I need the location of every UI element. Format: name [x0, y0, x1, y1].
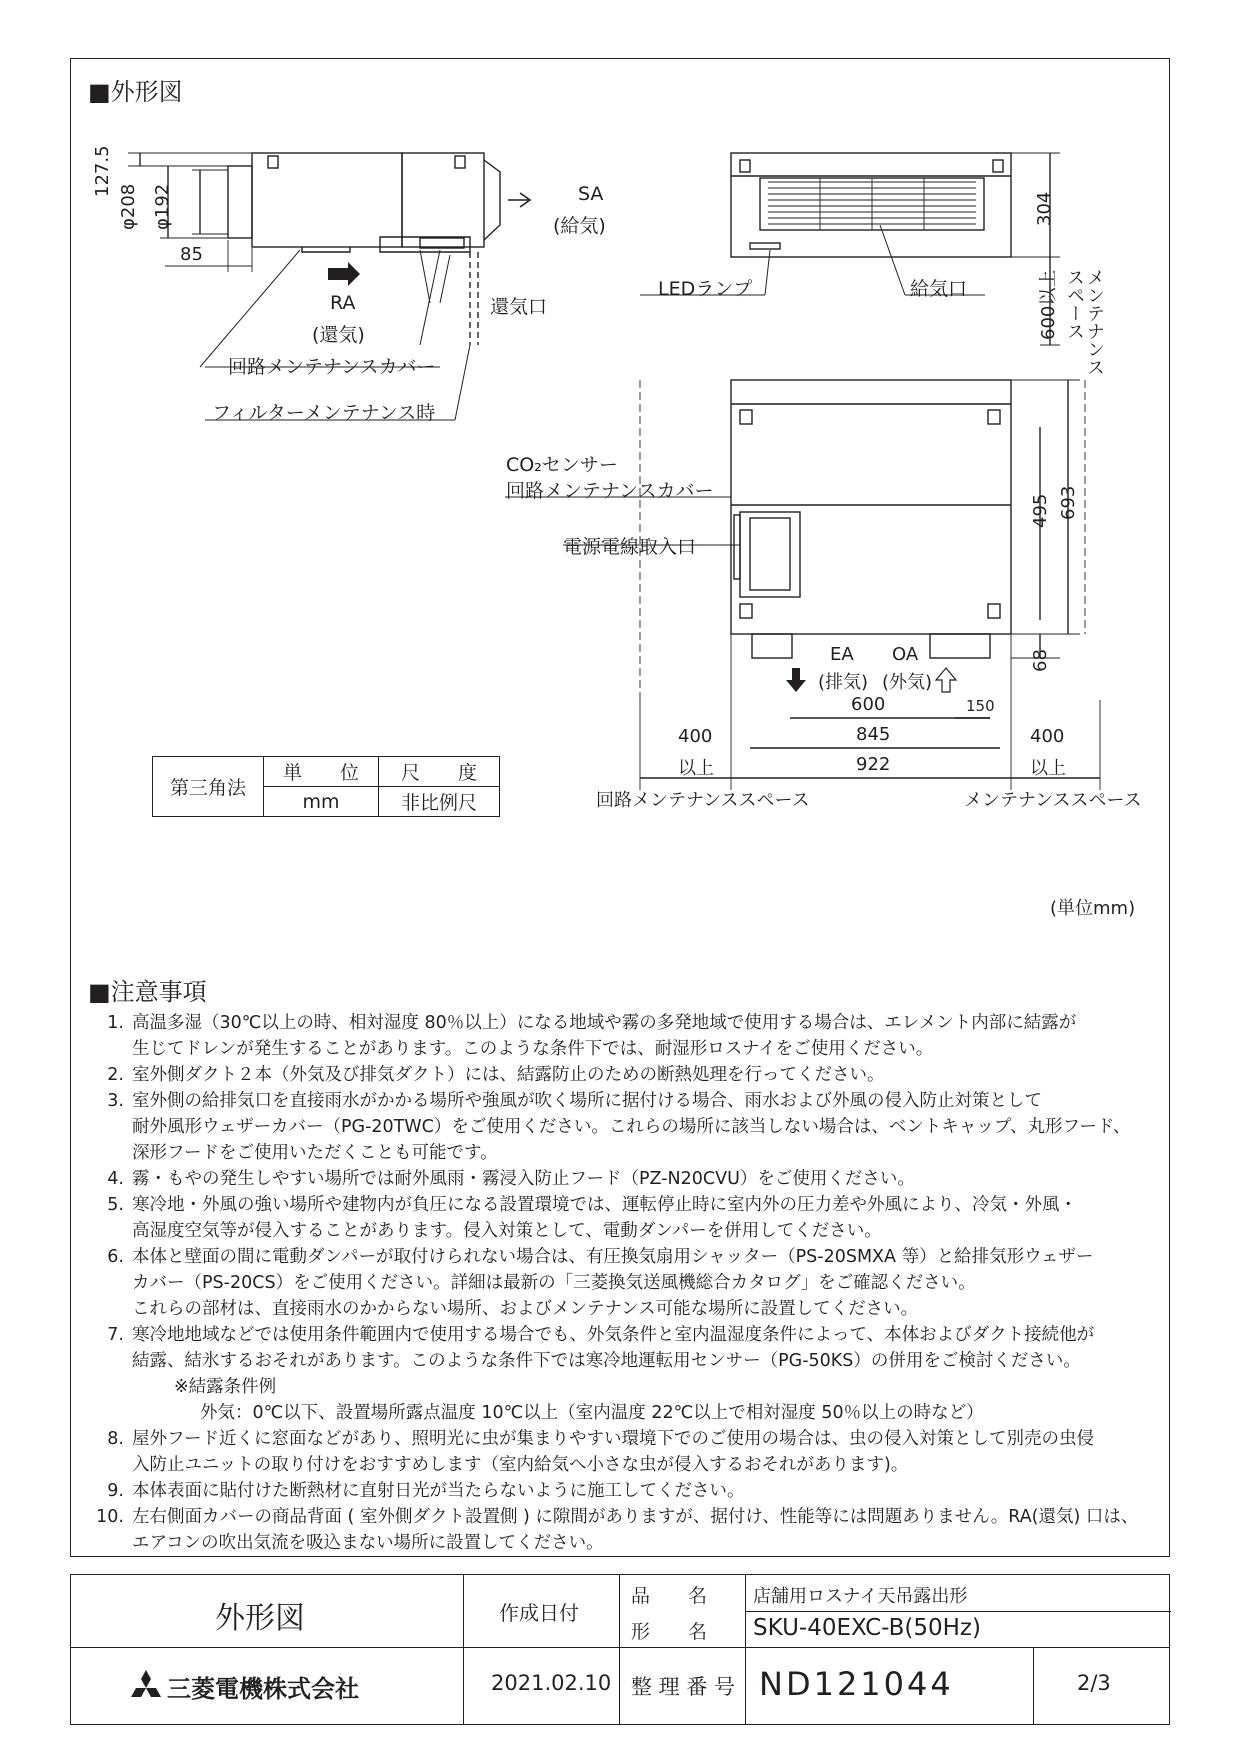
- label-maint-space: メンテナンススペース: [964, 790, 1142, 811]
- note-item: 7. 寒冷地地域などでは使用条件範囲内で使用する場合でも、外気条件と室内温湿度条件によって、本体およびダクト接続他が 結露、結氷するおそれがあります。このような条件下では寒冷地運転用センサー（PG-50KS）の併用をご検討ください。: [107, 1325, 1095, 1371]
- unit-label: 単 位: [264, 757, 379, 787]
- unit-value: mm: [264, 787, 379, 817]
- label-co2-sensor: CO₂センサー: [506, 454, 618, 476]
- dim-400-right: 400: [1030, 726, 1065, 747]
- label-circuit-space: 回路メンテナンススペース: [596, 790, 810, 811]
- front-view: [640, 153, 1060, 345]
- page-number: 2/3: [1077, 1671, 1111, 1695]
- model-number: SKU-40EXC-B(50Hz): [753, 1615, 981, 1641]
- dim-400-left: 400: [678, 726, 713, 747]
- label-ea-sub: (排気): [818, 672, 869, 693]
- note-item: 5. 寒冷地・外風の強い場所や建物内が負圧になる設置環境では、運転停止時に室内外の圧力差や外風により、冷気・外風・ 高湿度空気等が侵入することがあります。侵入対策として、電動ダンパーを併用してください。: [107, 1195, 1077, 1241]
- dim-304: 304: [1034, 191, 1055, 226]
- unit-note: (単位mm): [1050, 898, 1136, 919]
- dim-phi-192: φ192: [152, 183, 173, 230]
- condensation-example-title: ※結露条件例: [174, 1377, 277, 1397]
- note-item: 6. 本体と壁面の間に電動ダンパーが取付けられない場合は、有圧換気扇用シャッター（PS-20SMXA 等）と給排気形ウェザー カバー（PS-20CS）をご使用ください。詳細は最新の「三菱換気送風機総合カタログ」をご確認ください。 これらの部材は、直接雨水のかからない場所、およびメンテナンス可能な場所に設置してください。: [107, 1247, 1094, 1319]
- dim-68: 68: [1030, 649, 1051, 672]
- note-item: 8. 屋外フード近くに窓面などがあり、照明光に虫が集まりやすい環境下でのご使用の場合は、虫の侵入対策として別売の虫侵 入防止ユニットの取り付けをおすすめします（室内給気へ小さな虫が侵入するおそれがあります)。: [107, 1429, 1094, 1475]
- drawing-title: 外形図: [215, 1601, 305, 1636]
- label-sa: SA: [578, 183, 604, 205]
- note-item: 4. 霧・もやの発生しやすい場所では耐外風雨・霧浸入防止フード（PZ-N20CVU）をご使用ください。: [107, 1169, 915, 1189]
- note-item: 10. 左右側面カバーの商品背面 ( 室外側ダクト設置側 ) に隙間がありますが、据付け、性能等には問題ありません。RA(還気) 口は、 エアコンの吹出気流を吸込まない場所に設置してください。: [96, 1507, 1139, 1553]
- dim-600-up: 600以上: [1038, 269, 1059, 340]
- dim-150: 150: [966, 697, 995, 715]
- label-circuit-cover: 回路メンテナンスカバー: [228, 356, 436, 378]
- note-item: 2. 室外側ダクト２本（外気及び排気ダクト）には、結露防止のための断熱処理を行ってください。: [107, 1065, 885, 1085]
- company-name: 三菱電機株式会社: [167, 1675, 359, 1703]
- projection-method: 第三角法: [153, 757, 264, 817]
- label-sa-sub: (給気): [553, 215, 606, 237]
- scale-label: 尺 度: [379, 757, 500, 787]
- dim-phi-208: φ208: [118, 183, 139, 230]
- label-power-inlet: 電源電線取入口: [563, 536, 697, 558]
- label-ra: RA: [330, 292, 356, 314]
- label-ea: EA: [830, 644, 854, 665]
- label-filter-maint: フィルターメンテナンス時: [212, 402, 436, 424]
- top-view: [505, 380, 1100, 790]
- notes-list: [82, 1010, 1172, 1556]
- dim-127-5: 127.5: [92, 145, 113, 197]
- dim-85: 85: [180, 244, 203, 265]
- created-label: 作成日付: [499, 1601, 579, 1625]
- dim-600: 600: [851, 694, 886, 715]
- condensation-example-text: 外気：0℃以下、設置場所露点温度 10℃以上（室内温度 22℃以上で相対湿度 50％以上の時など）: [200, 1403, 984, 1423]
- scale-box: [152, 756, 500, 817]
- note-item: 1. 高温多湿（30℃以上の時、相対湿度 80％以上）になる地域や霧の多発地域で使用する場合は、エレメント内部に結露が 生じてドレンが発生することがあります。このような条件下では、耐湿形ロスナイをご使用ください。: [107, 1013, 1077, 1059]
- mitsubishi-logo-icon: [131, 1669, 161, 1699]
- product-name: 店舗用ロスナイ天吊露出形: [753, 1586, 968, 1607]
- label-supply-port: 給気口: [910, 278, 968, 300]
- dim-400-left-sub: 以上: [678, 758, 714, 779]
- dim-845: 845: [856, 724, 891, 745]
- product-label: 品 名: [631, 1585, 708, 1607]
- label-co2-cover: 回路メンテナンスカバー: [506, 480, 714, 502]
- dim-922: 922: [856, 754, 891, 775]
- model-label: 形 名: [631, 1621, 708, 1643]
- scale-value: 非比例尺: [379, 787, 500, 817]
- note-item: 3. 室外側の給排気口を直接雨水がかかる場所や強風が吹く場所に据付ける場合、雨水および外風の侵入防止対策として 耐外風形ウェザーカバー（PG-20TWC）をご使用ください。これらの場所に該当しない場合は、ベントキャップ、丸形フード、 深形フードをご使用いただくことも可能です。: [107, 1091, 1131, 1163]
- label-led-lamp: LEDランプ: [658, 278, 753, 300]
- side-view: [128, 153, 530, 420]
- label-oa: OA: [892, 644, 919, 665]
- label-ra-sub: (還気): [312, 324, 365, 346]
- ref-number-label: 整 理 番 号: [631, 1675, 736, 1699]
- note-item: 9. 本体表面に貼付けた断熱材に直射日光が当たらないように施工してください。: [107, 1481, 745, 1501]
- created-date: 2021.02.10: [491, 1671, 612, 1695]
- ref-number: ND121044: [759, 1665, 954, 1703]
- dim-693: 693: [1058, 485, 1079, 520]
- label-return-port: 還気口: [490, 296, 548, 318]
- section-title-notes: ■注意事項: [88, 978, 207, 1006]
- label-maint-space-vertical: メンテナンス スペース: [1064, 268, 1105, 376]
- label-oa-sub: (外気): [882, 672, 933, 693]
- title-block: [70, 1574, 1170, 1725]
- dim-495: 495: [1030, 493, 1051, 528]
- dim-400-right-sub: 以上: [1030, 758, 1066, 779]
- section-title-outline: ■外形図: [88, 78, 183, 106]
